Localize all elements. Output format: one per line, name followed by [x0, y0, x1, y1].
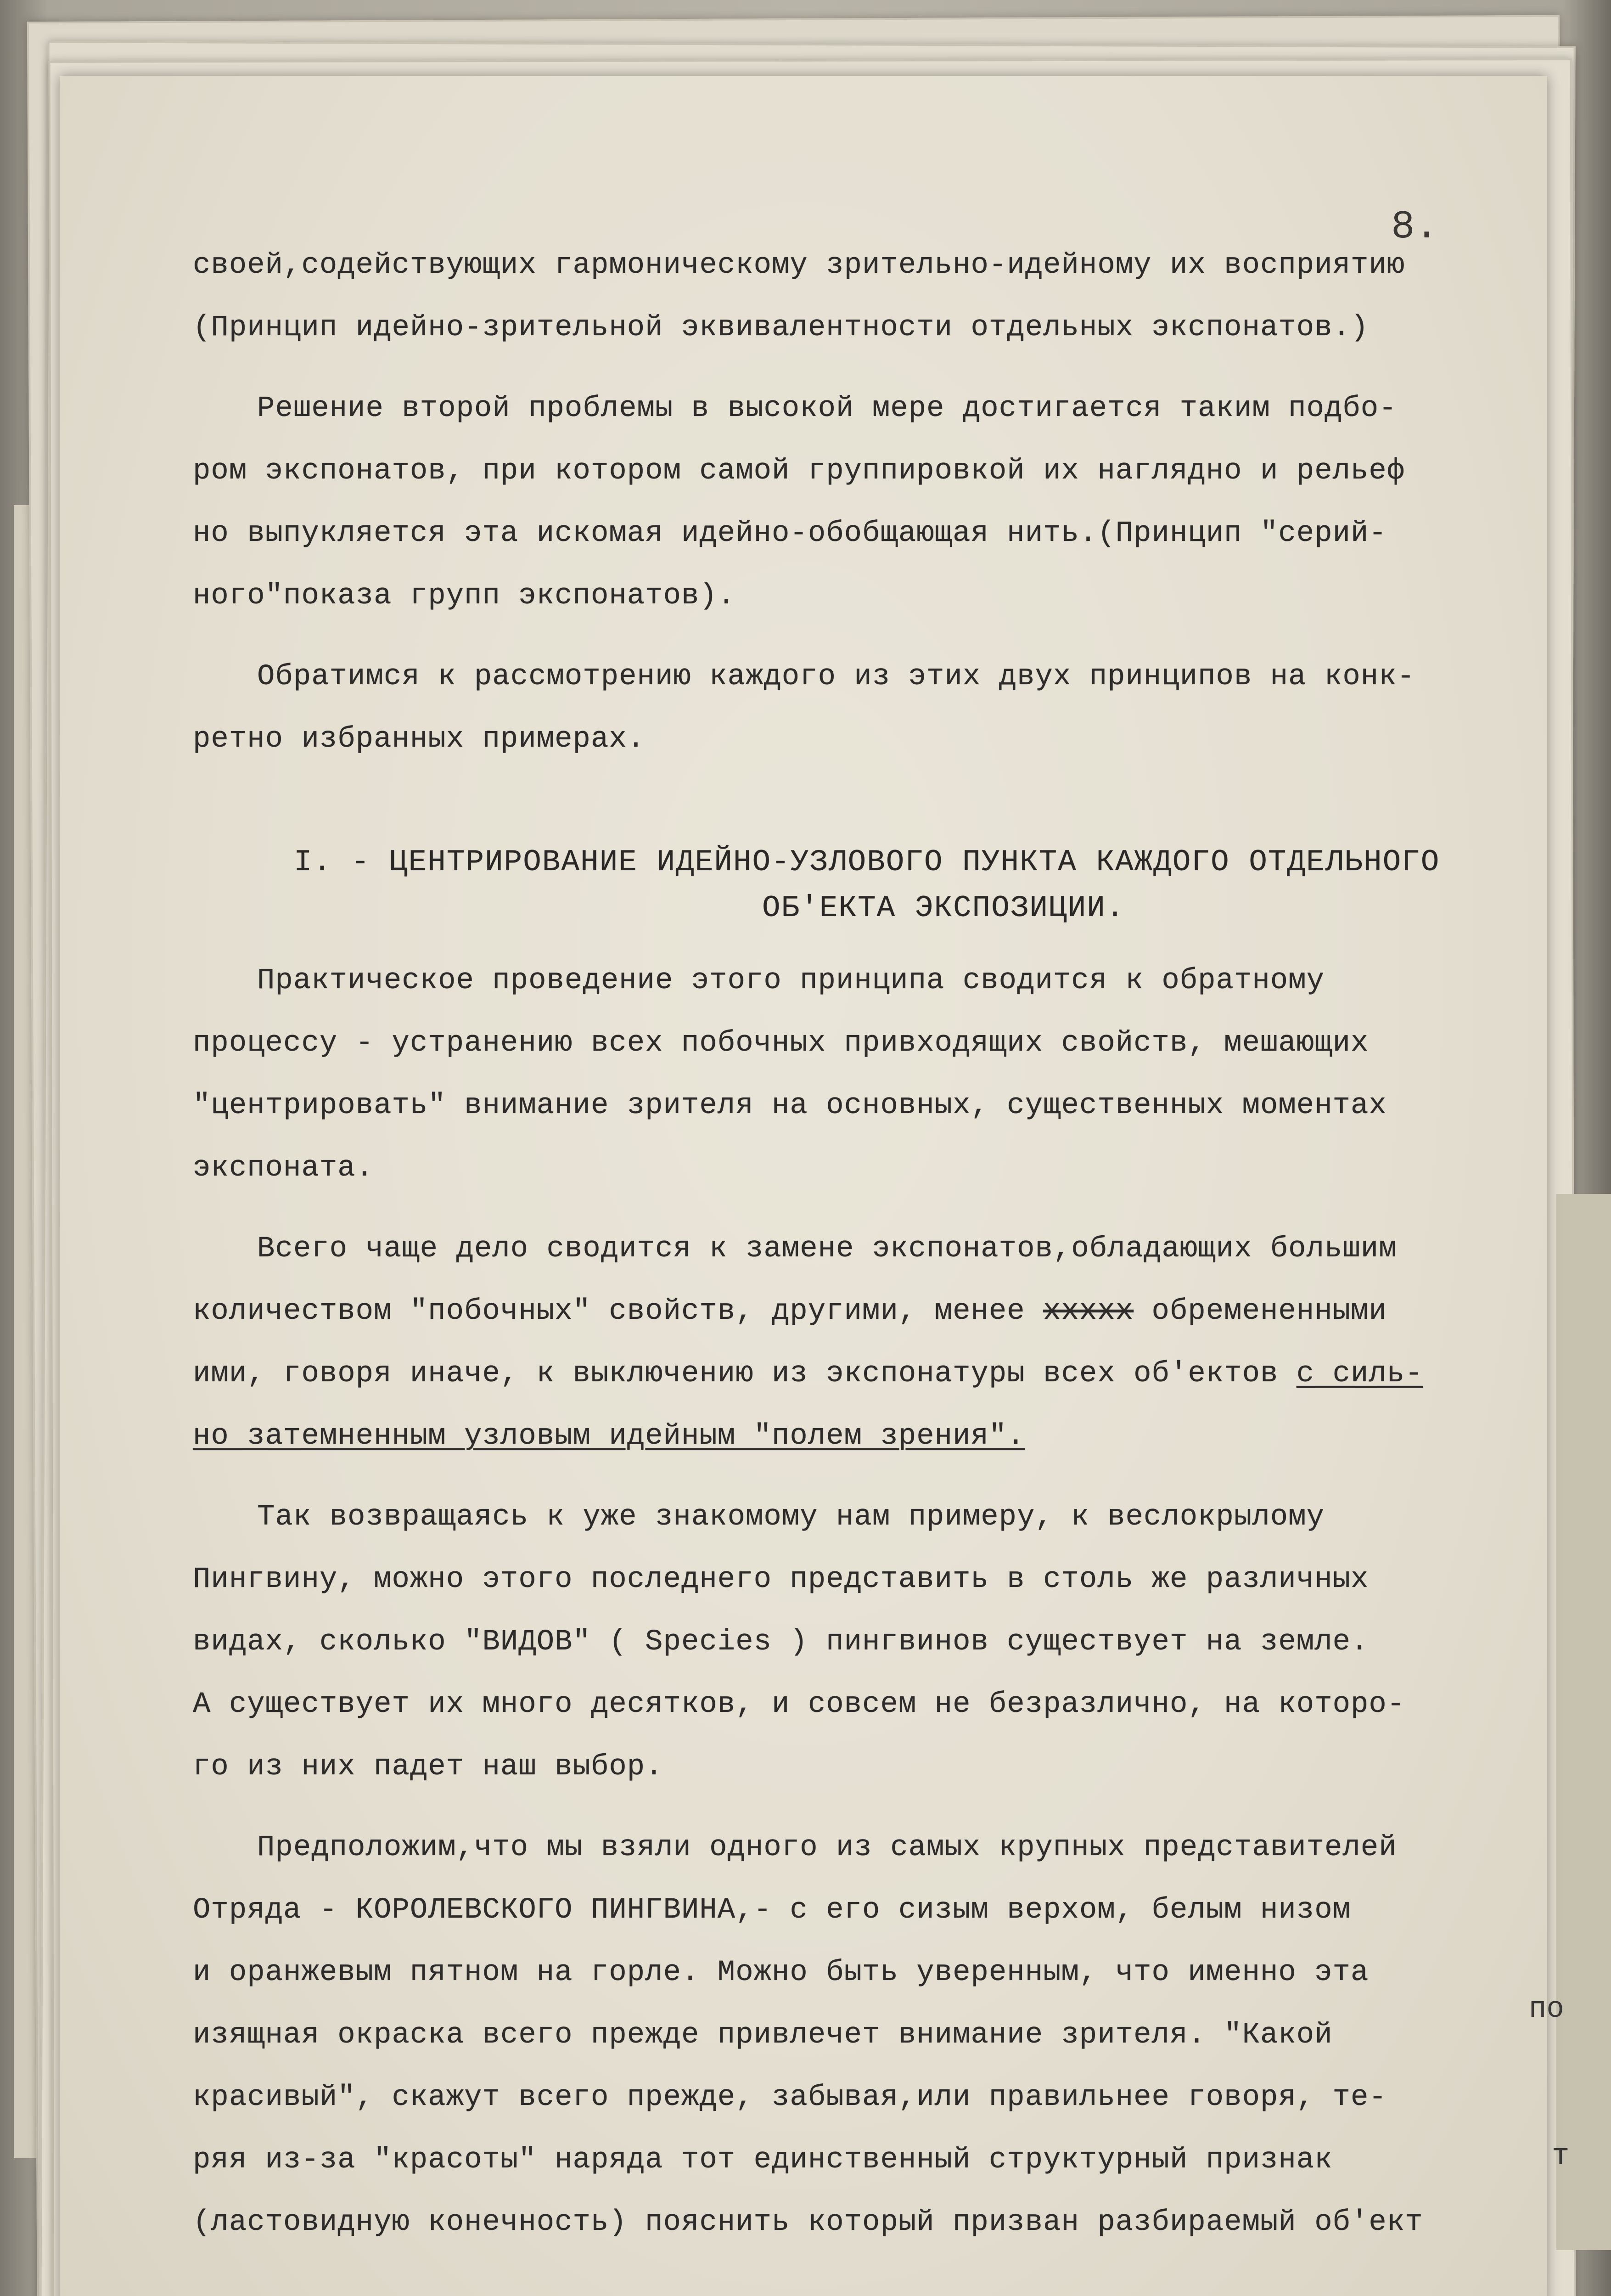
text-line: [193, 1280, 1561, 1343]
text-line: [193, 1611, 1561, 1673]
struck-out-text: xxxxx: [1043, 1295, 1134, 1328]
underlined-line: но затемненным узловым идейным "полем зрения".: [193, 1420, 1025, 1453]
text-line: но выпукляется эта искомая идейно-обобщающая нить.(Принцип "серий-: [193, 517, 1387, 550]
page-body: [193, 234, 1561, 2254]
underlying-sheet-fragment: по: [1529, 1993, 1564, 2026]
paragraph-start-line: Всего чаще дело сводится к замене экспонатов,обладающих большим: [257, 1232, 1397, 1266]
text-segment: обремененными: [1134, 1295, 1387, 1328]
page-number: 8.: [1391, 204, 1439, 249]
text-line: [193, 1343, 1561, 1405]
heading-line: ОБ'ЕКТА ЭКСПОЗИЦИИ.: [762, 891, 1125, 925]
text-line: своей,содействующих гармоническому зрительно-идейному их восприятию: [193, 249, 1405, 282]
paragraph-start-line: Так возвращаясь к уже знакомому нам примеру, к веслокрылому: [257, 1501, 1325, 1534]
text-line: ного"показа групп экспонатов).: [193, 580, 736, 613]
text-line: процессу - устранению всех побочных привходящих свойств, мешающих: [193, 1027, 1369, 1060]
text-line: (Принцип идейно-зрительной эквивалентности отдельных экспонатов.): [193, 311, 1369, 344]
text-line: ретно избранных примерах.: [193, 723, 646, 756]
text-segment: ими, говоря иначе, к выключению из экспонатуры всех об'ектов: [193, 1357, 1297, 1390]
binder-edge-right: [1556, 1194, 1611, 2250]
latin-term: Species: [645, 1626, 772, 1659]
text-line: экспоната.: [193, 1152, 374, 1185]
text-line: красивый", скажут всего прежде, забывая,или правильнее говоря, те-: [193, 2081, 1387, 2114]
paragraph-start-line: Практическое проведение этого принципа сводится к обратному: [257, 964, 1325, 997]
text-segment: количеством "побочных" свойств, другими, менее: [193, 1295, 1044, 1328]
heading-line: I. - ЦЕНТРИРОВАНИЕ ИДЕЙНО-УЗЛОВОГО ПУНКТА КАЖДОГО ОТДЕЛЬНОГО: [294, 845, 1440, 879]
text-line: ром экспонатов, при котором самой группировкой их наглядно и рельеф: [193, 455, 1405, 488]
text-segment: видах, сколько "ВИДОВ" (: [193, 1626, 646, 1659]
paragraph-start-line: Предположим,что мы взяли одного из самых крупных представителей: [257, 1831, 1397, 1864]
section-heading: [193, 839, 1561, 931]
text-line: изящная окраска всего прежде привлечет внимание зрителя. "Какой: [193, 2019, 1333, 2052]
text-line: (ластовидную конечность) пояснить который призван разбираемый об'ект: [193, 2206, 1423, 2239]
text-line: и оранжевым пятном на горле. Можно быть уверенным, что именно эта: [193, 1956, 1369, 1989]
text-segment: ) пингвинов существует на земле.: [772, 1626, 1369, 1659]
underlined-text: с силь-: [1296, 1357, 1423, 1390]
text-line: Отряда - КОРОЛЕВСКОГО ПИНГВИНА,- с его сизым верхом, белым низом: [193, 1894, 1351, 1927]
text-line: Пингвину, можно этого последнего представить в столь же различных: [193, 1563, 1369, 1596]
text-line: А существует их много десятков, и совсем не безразлично, на которо-: [193, 1688, 1405, 1721]
underlying-sheet-fragment: т: [1552, 2140, 1570, 2173]
text-line: го из них падет наш выбор.: [193, 1750, 663, 1784]
paragraph-start-line: Обратимся к рассмотрению каждого из этих двух принципов на конк-: [257, 660, 1415, 693]
text-line: ряя из-за "красоты" наряда тот единственный структурный признак: [193, 2144, 1333, 2177]
paragraph-start-line: Решение второй проблемы в высокой мере достигается таким подбо-: [257, 392, 1397, 425]
text-line: "центрировать" внимание зрителя на основных, существенных моментах: [193, 1089, 1387, 1122]
